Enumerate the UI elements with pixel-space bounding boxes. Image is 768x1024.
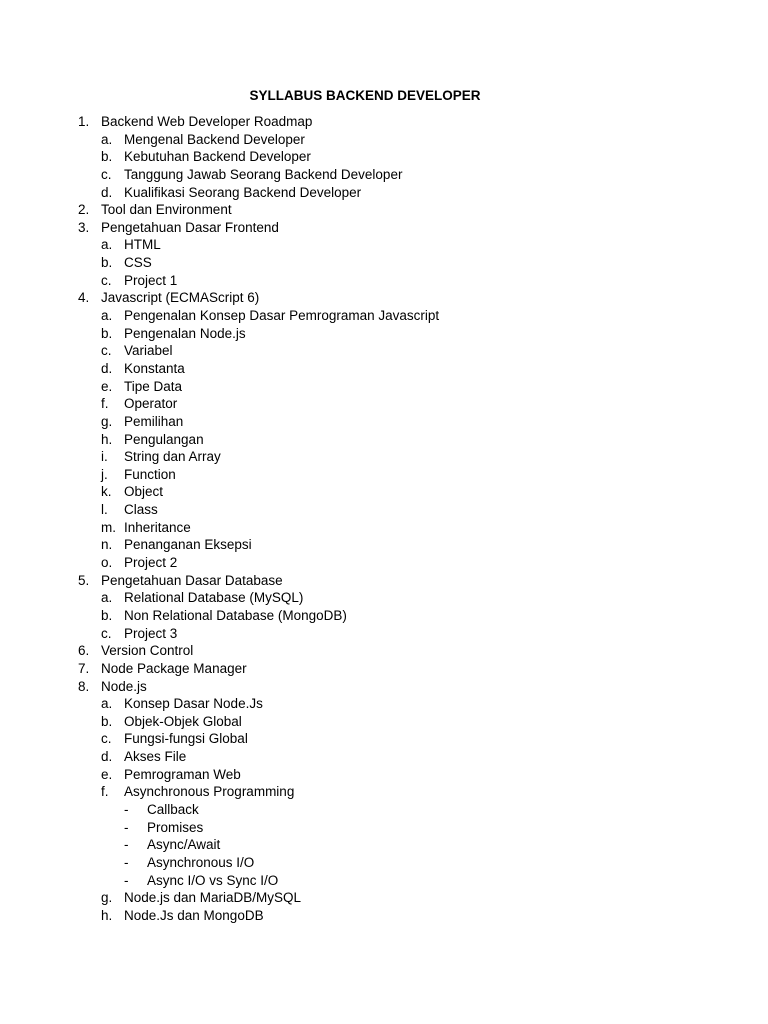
list-item-marker: 5. (78, 572, 90, 588)
list-item-text: Non Relational Database (MongoDB) (124, 607, 347, 623)
list-item-marker: f. (101, 784, 109, 800)
list-item-text: Async/Await (147, 837, 221, 853)
list-item-marker: o. (101, 555, 113, 571)
list-item-marker: d. (101, 360, 113, 376)
list-item-sub (0, 378, 700, 396)
list-item-sub (0, 695, 700, 713)
list-item-text: Tool dan Environment (101, 202, 232, 218)
list-item-marker: k. (101, 484, 112, 500)
list-item-sub (0, 536, 700, 554)
list-item-marker: 2. (78, 202, 90, 218)
list-item-marker: 1. (78, 114, 90, 129)
list-item-text: Node.js (101, 678, 147, 694)
list-item-marker: - (124, 801, 129, 817)
list-item-text: Mengenal Backend Developer (124, 131, 305, 147)
list-item-sub (0, 713, 700, 731)
list-item-text: Tipe Data (124, 378, 183, 394)
list-item-marker: 3. (78, 219, 90, 235)
list-item-marker: c. (101, 272, 112, 288)
list-item-marker: b. (101, 713, 113, 729)
list-item-marker: b. (101, 325, 113, 341)
list-item-marker: b. (101, 607, 113, 623)
list-item-marker: g. (101, 413, 113, 429)
list-item-marker: b. (101, 149, 113, 165)
list-item-bullet (0, 854, 700, 872)
list-item-text: Kualifikasi Seorang Backend Developer (124, 184, 362, 200)
list-item-sub (0, 431, 700, 449)
list-item-bullet (0, 819, 700, 837)
list-item-marker: m. (101, 519, 116, 535)
list-item-marker: 8. (78, 678, 90, 694)
list-item-marker: c. (101, 166, 112, 182)
list-item-sub (0, 466, 700, 484)
list-item-sub (0, 783, 700, 801)
document-title: SYLLABUS BACKEND DEVELOPER (249, 88, 481, 103)
list-item-bullet (0, 872, 700, 890)
list-item-sub (0, 184, 700, 202)
list-item-text: Fungsi-fungsi Global (124, 731, 248, 747)
list-item-marker: a. (101, 131, 113, 147)
list-item-text: CSS (124, 255, 152, 271)
list-item-sub (0, 748, 700, 766)
list-item-text: Node.js dan MariaDB/MySQL (124, 890, 302, 906)
list-item-sub (0, 607, 700, 625)
list-item-sub (0, 325, 700, 343)
list-item-text: Backend Web Developer Roadmap (101, 114, 313, 129)
list-item-marker: 6. (78, 643, 90, 659)
list-item-text: String dan Array (124, 449, 221, 465)
list-item-sub (0, 413, 700, 431)
list-item-marker: a. (101, 237, 113, 253)
list-item-sub (0, 342, 700, 360)
list-item-sub (0, 395, 700, 413)
list-item-sub (0, 766, 700, 784)
list-item-text: Node Package Manager (101, 660, 247, 676)
list-item-marker: - (124, 837, 129, 853)
list-item-text: Konstanta (124, 360, 185, 376)
list-item-sub (0, 307, 700, 325)
list-item-text: Konsep Dasar Node.Js (124, 696, 263, 712)
list-item-text: Class (124, 502, 158, 518)
list-item-marker: - (124, 819, 129, 835)
list-item-marker: 4. (78, 290, 90, 306)
list-item-sub (0, 483, 700, 501)
list-item-main (0, 219, 700, 237)
list-item-marker: e. (101, 378, 113, 394)
list-item-marker: d. (101, 184, 113, 200)
list-item-text: Object (124, 484, 164, 500)
list-item-text: Node.Js dan MongoDB (124, 907, 264, 923)
list-item-text: Promises (147, 819, 204, 835)
list-item-sub (0, 907, 700, 925)
list-item-sub (0, 148, 700, 166)
list-item-text: Pengetahuan Dasar Database (101, 572, 283, 588)
list-item-marker: j. (101, 466, 108, 482)
list-item-text: Operator (124, 396, 178, 412)
list-item-sub (0, 889, 700, 907)
list-item-text: Project 1 (124, 272, 178, 288)
list-item-sub (0, 501, 700, 519)
list-item-main (0, 201, 700, 219)
list-item-bullet (0, 801, 700, 819)
list-item-sub (0, 448, 700, 466)
list-item-sub (0, 519, 700, 537)
list-item-sub (0, 272, 700, 290)
list-item-sub (0, 625, 700, 643)
list-item-sub (0, 730, 700, 748)
list-item-marker: c. (101, 343, 112, 359)
list-item-marker: a. (101, 590, 113, 606)
list-item-marker: b. (101, 255, 113, 271)
list-item-marker: c. (101, 625, 112, 641)
list-item-main (0, 660, 700, 678)
list-item-text: Pengetahuan Dasar Frontend (101, 219, 279, 235)
list-item-marker: g. (101, 890, 113, 906)
list-item-text: Objek-Objek Global (124, 713, 242, 729)
list-item-text: Penanganan Eksepsi (124, 537, 252, 553)
list-item-text: Variabel (124, 343, 173, 359)
list-item-marker: a. (101, 696, 113, 712)
list-item-text: Akses File (124, 749, 187, 765)
list-item-text: Asynchronous I/O (147, 854, 255, 870)
list-item-sub (0, 166, 700, 184)
list-item-marker: d. (101, 749, 113, 765)
list-item-text: Project 3 (124, 625, 178, 641)
list-item-text: Tanggung Jawab Seorang Backend Developer (124, 166, 403, 182)
list-item-marker: - (124, 854, 129, 870)
list-item-text: Pemrograman Web (124, 766, 241, 782)
list-item-main (0, 572, 700, 590)
list-item-marker: h. (101, 431, 113, 447)
list-item-marker: h. (101, 907, 113, 923)
list-item-text: Inheritance (124, 519, 191, 535)
list-item-text: Function (124, 466, 176, 482)
list-item-text: Version Control (101, 643, 194, 659)
list-item-marker: f. (101, 396, 109, 412)
list-item-text: Pemilihan (124, 413, 184, 429)
list-item-sub (0, 360, 700, 378)
list-item-text: Relational Database (MySQL) (124, 590, 304, 606)
list-item-bullet (0, 836, 700, 854)
list-item-marker: a. (101, 308, 113, 324)
list-item-marker: l. (101, 502, 108, 518)
list-item-main (0, 678, 700, 696)
list-item-text: Asynchronous Programming (124, 784, 295, 800)
list-item-text: Project 2 (124, 555, 178, 571)
list-item-text: Async I/O vs Sync I/O (147, 872, 279, 888)
list-item-main (0, 113, 700, 131)
list-item-text: Pengenalan Node.js (124, 325, 246, 341)
list-item-marker: i. (101, 449, 108, 465)
list-item-sub (0, 589, 700, 607)
syllabus-list (0, 113, 700, 924)
list-item-marker: 7. (78, 660, 90, 676)
list-item-sub (0, 554, 700, 572)
list-item-text: Javascript (ECMAScript 6) (101, 290, 260, 306)
list-item-text: Callback (147, 801, 199, 817)
list-item-sub (0, 131, 700, 149)
list-item-marker: n. (101, 537, 113, 553)
list-item-text: Pengenalan Konsep Dasar Pemrograman Javascript (124, 308, 440, 324)
list-item-text: Pengulangan (124, 431, 204, 447)
list-item-marker: - (124, 872, 129, 888)
list-item-main (0, 642, 700, 660)
list-item-text: Kebutuhan Backend Developer (124, 149, 311, 165)
list-item-text: HTML (124, 237, 161, 253)
list-item-marker: e. (101, 766, 113, 782)
list-item-sub (0, 254, 700, 272)
list-item-main (0, 289, 700, 307)
list-item-marker: c. (101, 731, 112, 747)
list-item-sub (0, 236, 700, 254)
